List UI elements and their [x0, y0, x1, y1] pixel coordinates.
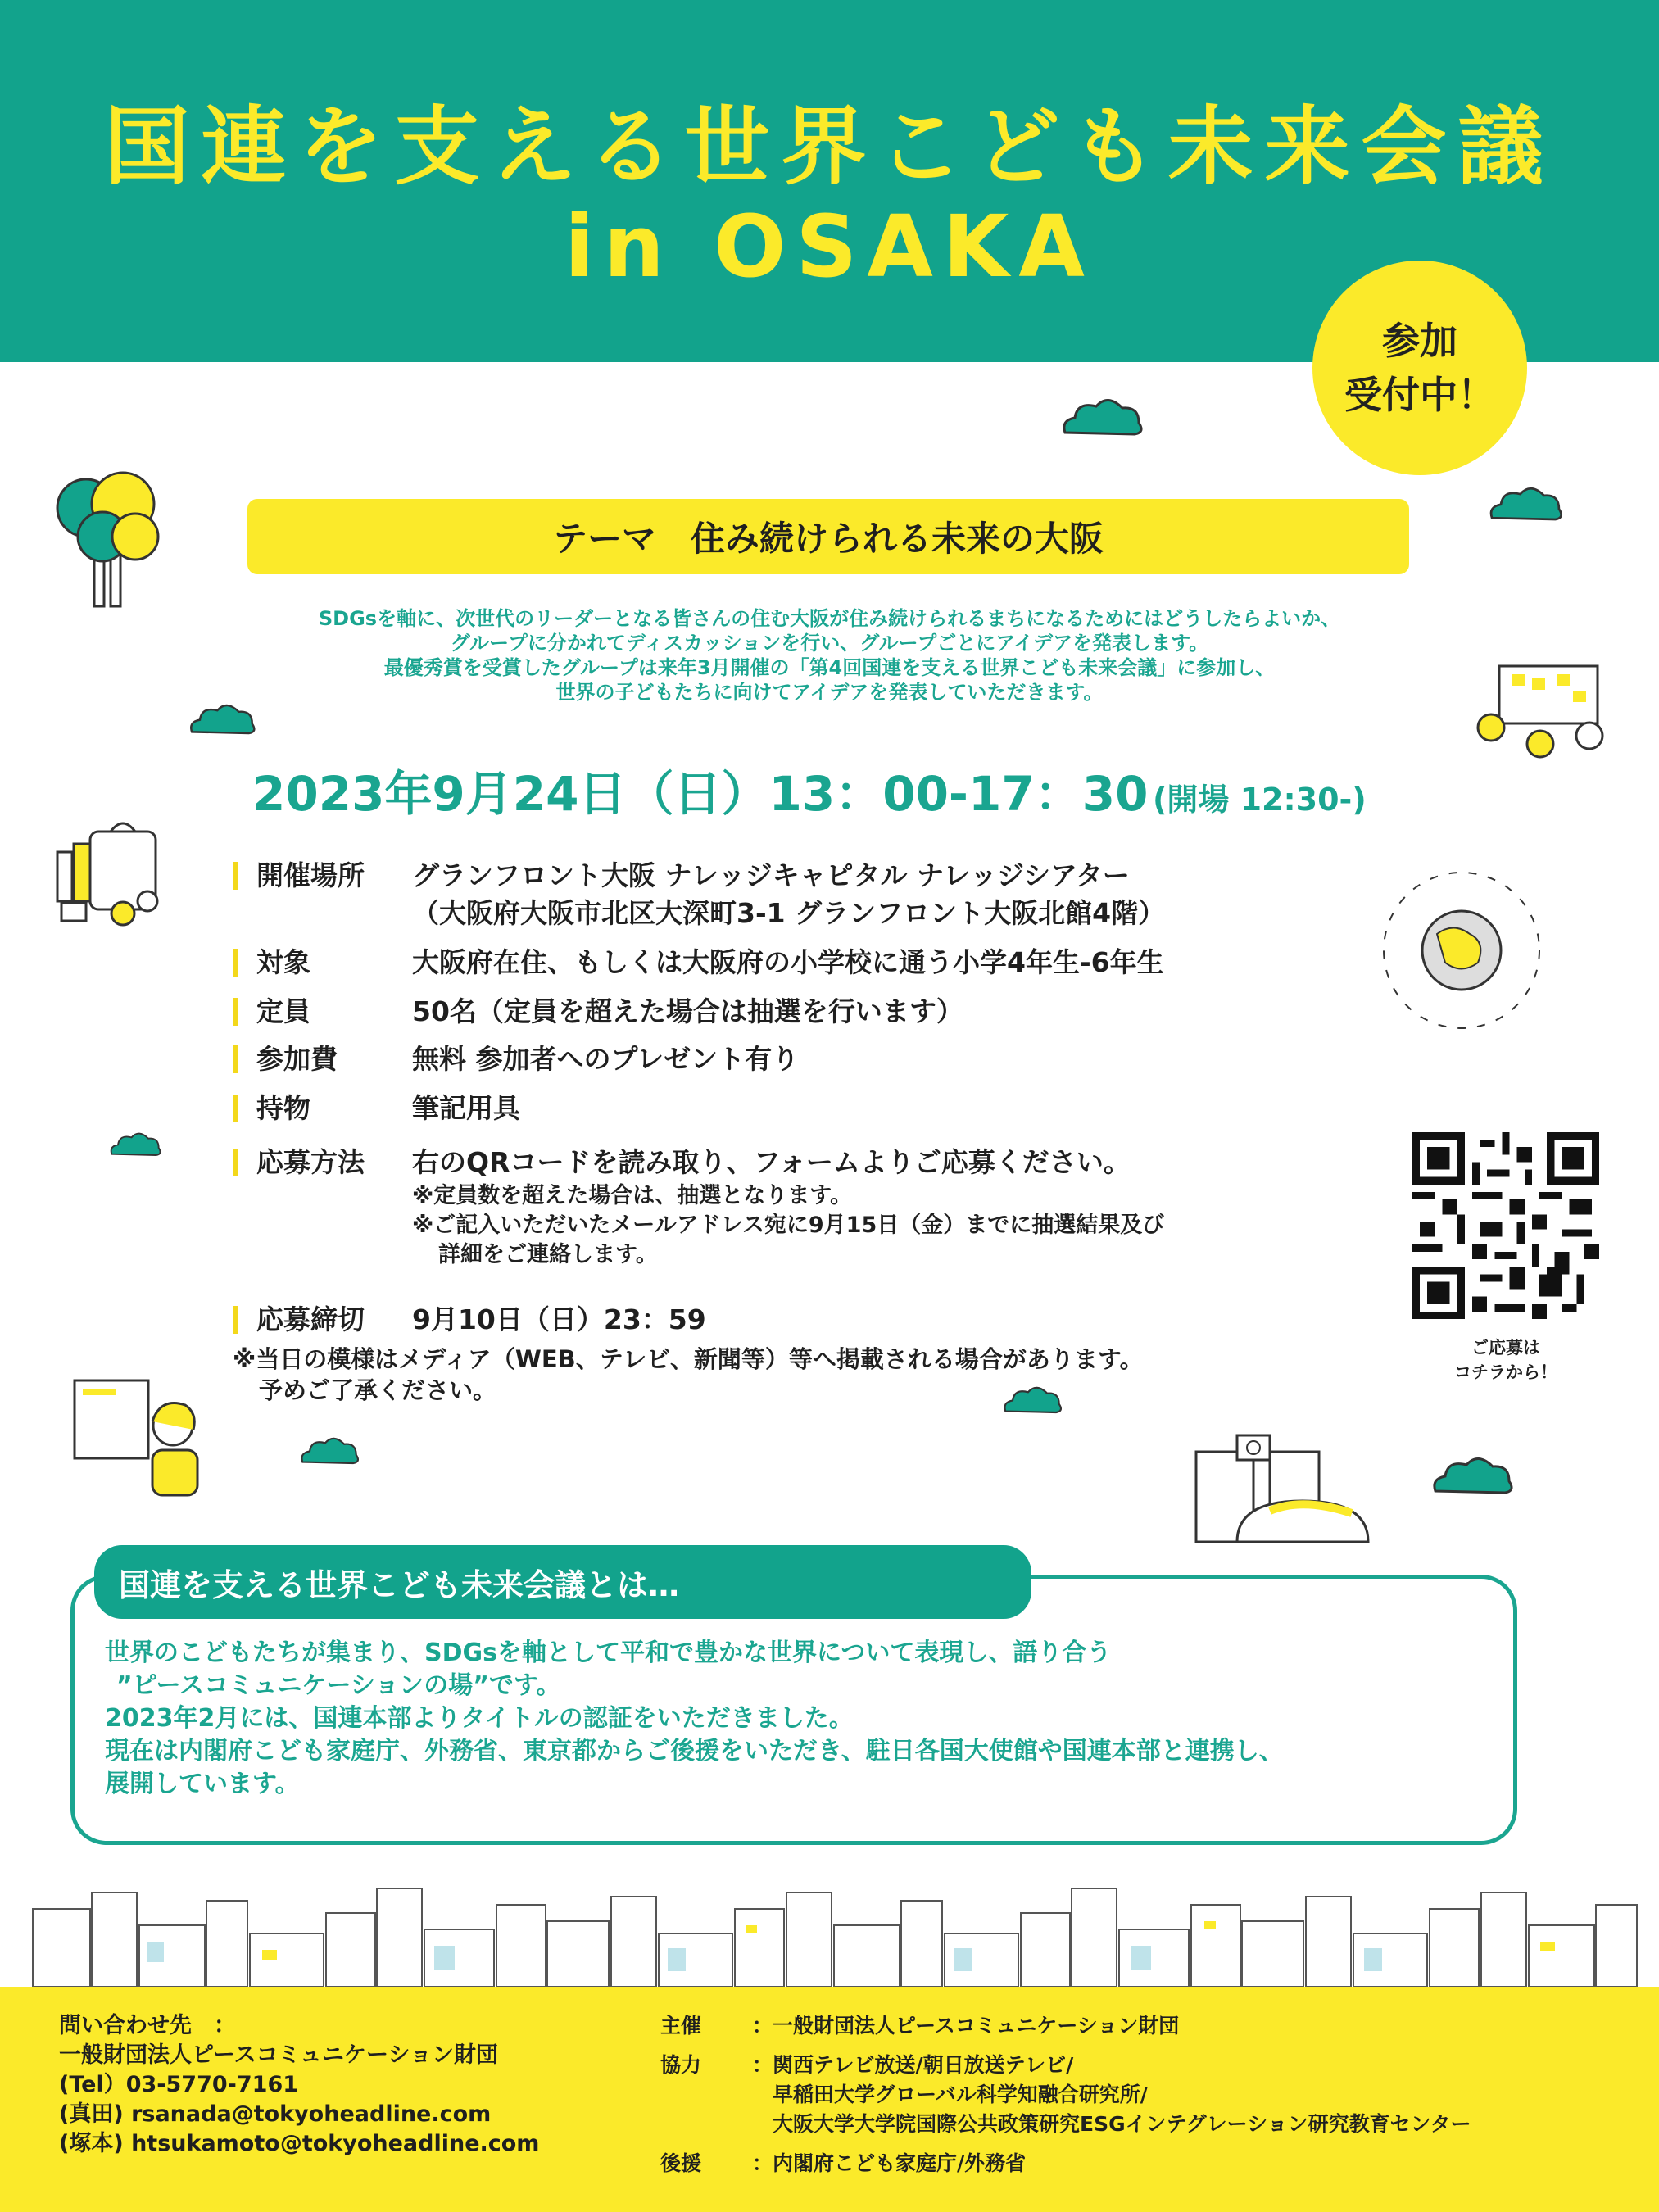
- cloud-icon: [1057, 392, 1147, 441]
- apply-note: ※ご記入いただいたメールアドレス宛に9月15日（金）までに抽選結果及び: [412, 1213, 1165, 1238]
- cloud-icon: [1427, 1450, 1517, 1499]
- info-value: 右のQRコードを読み取り、フォームよりご応募ください。: [412, 1146, 1131, 1178]
- info-label: 持物: [256, 1092, 310, 1124]
- intro-line: SDGsを軸に、次世代のリーダーとなる皆さんの住む大阪が住み続けられるまちになるためにはどうしたらよいか、: [318, 607, 1341, 630]
- info-label: 定員: [256, 995, 310, 1027]
- apply-note: ※定員数を超えた場合は、抽選となります。: [412, 1183, 853, 1208]
- disclaimer-line: 予めご了承ください。: [259, 1376, 497, 1404]
- badge-line2: 受付中！: [1344, 373, 1495, 417]
- info-fee: [233, 1040, 799, 1078]
- bullet-marker: [233, 1149, 238, 1176]
- info-apply: [233, 1144, 1164, 1270]
- info-value: 無料 参加者へのプレゼント有り: [412, 1043, 800, 1075]
- contact-org: 一般財団法人ピースコミュニケーション財団: [59, 2042, 498, 2068]
- registration-badge: [1312, 261, 1527, 475]
- org-value: ：内閣府こども家庭庁/外務省: [752, 2151, 1027, 2175]
- qr-caption-line: コチラから！: [1454, 1362, 1557, 1382]
- tree-illustration: [49, 467, 164, 614]
- info-items: [233, 1090, 520, 1127]
- event-date-main: 2023年9月24日（日）13：00-17：30: [252, 766, 1149, 822]
- badge-line1: 参加: [1382, 319, 1457, 363]
- event-date: [252, 755, 1481, 824]
- contact-info: [59, 2011, 539, 2159]
- qr-caption: [1412, 1335, 1599, 1385]
- info-value: 筆記用具: [412, 1092, 520, 1124]
- bullet-marker: [233, 1306, 238, 1334]
- org-value: 大阪大学大学院国際公共政策研究ESGインテグレーション研究教育センター: [752, 2112, 1471, 2136]
- about-title: 国連を支える世界こども未来会議とは…: [119, 1566, 680, 1603]
- info-deadline: [233, 1301, 706, 1339]
- contact-email-tsukamoto[interactable]: (塚本) htsukamoto@tokyoheadline.com: [59, 2131, 540, 2156]
- theme-text: テーマ 住み続けられる未来の大阪: [552, 519, 1104, 559]
- media-disclaimer: [233, 1344, 1380, 1406]
- org-label: 後援: [660, 2151, 702, 2175]
- info-label: 対象: [256, 946, 310, 978]
- qr-caption-line: ご応募は: [1471, 1338, 1540, 1358]
- info-label: 参加費: [256, 1043, 338, 1075]
- intro-line: グループに分かれてディスカッションを行い、グループごとにアイデアを発表します。: [450, 632, 1209, 655]
- event-door-time: (開場 12:30-): [1153, 782, 1367, 818]
- contact-phone[interactable]: (Tel）03-5770-7161: [59, 2072, 299, 2097]
- disclaimer-line: ※当日の模様はメディア（WEB、テレビ、新聞等）等へ掲載される場合があります。: [233, 1345, 1144, 1373]
- bullet-marker: [233, 862, 238, 890]
- about-line: 世界のこどもたちが集まり、SDGsを軸として平和で豊かな世界について表現し、語り合う: [105, 1639, 1112, 1667]
- contact-heading: 問い合わせ先 ：: [59, 2013, 236, 2038]
- organizer-support: [660, 2149, 1471, 2178]
- info-value: 9月10日（日）23：59: [412, 1303, 706, 1335]
- cloud-icon: [1484, 480, 1566, 526]
- bullet-marker: [233, 1095, 238, 1122]
- organizer-host: [660, 2011, 1471, 2041]
- about-header: [94, 1545, 1031, 1619]
- bullet-marker: [233, 949, 238, 977]
- org-value: 早稲田大学グローバル科学知融合研究所/: [752, 2083, 1148, 2106]
- intro-line: 最優秀賞を受賞したグループは来年3月開催の「第4回国連を支える世界こども未来会議」に参加し、: [383, 656, 1276, 679]
- venue-address: （大阪府大阪市北区大深町3-1 グランフロント大阪北館4階）: [412, 897, 1166, 929]
- about-line: 現在は内閣府こども家庭庁、外務省、東京都からご後援をいただき、駐日各国大使館や国連本部と連携し、: [105, 1737, 1284, 1766]
- cloud-icon: [107, 1127, 164, 1160]
- intro-text: [147, 606, 1512, 705]
- info-target: [233, 944, 1164, 981]
- org-value: ：関西テレビ放送/朝日放送テレビ/: [752, 2053, 1074, 2077]
- venue-name: グランフロント大阪 ナレッジキャピタル ナレッジシアター: [412, 859, 1130, 891]
- organizer-coop: [660, 2051, 1471, 2139]
- event-subtitle: in OSAKA: [564, 197, 1095, 297]
- info-capacity: [233, 993, 963, 1031]
- intro-line: 世界の子どもたちに向けてアイデアを発表していただきます。: [555, 681, 1104, 704]
- globe-children-illustration: [1363, 852, 1560, 1049]
- about-line: 展開しています。: [105, 1770, 300, 1798]
- info-venue: [233, 857, 1165, 932]
- about-text: [105, 1637, 1514, 1801]
- org-value: ：一般財団法人ピースコミュニケーション財団: [752, 2014, 1180, 2037]
- teacher-illustration: [70, 1376, 218, 1499]
- cloud-icon: [297, 1432, 362, 1468]
- bullet-marker: [233, 1045, 238, 1073]
- event-title: 国連を支える世界こども未来会議: [104, 97, 1555, 197]
- org-label: 主催: [660, 2014, 702, 2037]
- info-value: 大阪府在住、もしくは大阪府の小学校に通う小学4年生-6年生: [412, 946, 1164, 978]
- theme-banner: [247, 499, 1409, 574]
- info-label: 応募方法: [256, 1146, 365, 1178]
- apply-note: 詳細をご連絡します。: [438, 1242, 658, 1267]
- bullet-marker: [233, 998, 238, 1026]
- info-value: 50名（定員を超えた場合は抽選を行います）: [412, 995, 963, 1027]
- about-line: ”ピースコミュニケーションの場”です。: [116, 1671, 561, 1700]
- organizers: [660, 2011, 1471, 2178]
- about-line: 2023年2月には、国連本部よりタイトルの認証をいただきました。: [105, 1704, 854, 1733]
- info-label: 開催場所: [256, 859, 365, 891]
- cityscape-illustration: [0, 1876, 1659, 1987]
- qr-code[interactable]: [1412, 1132, 1599, 1319]
- school-illustration: [1188, 1419, 1376, 1550]
- contact-email-sanada[interactable]: (真田) rsanada@tokyoheadline.com: [59, 2101, 492, 2127]
- info-label: 応募締切: [256, 1303, 365, 1335]
- org-label: 協力: [660, 2053, 702, 2077]
- disaster-kit-illustration: [49, 811, 172, 934]
